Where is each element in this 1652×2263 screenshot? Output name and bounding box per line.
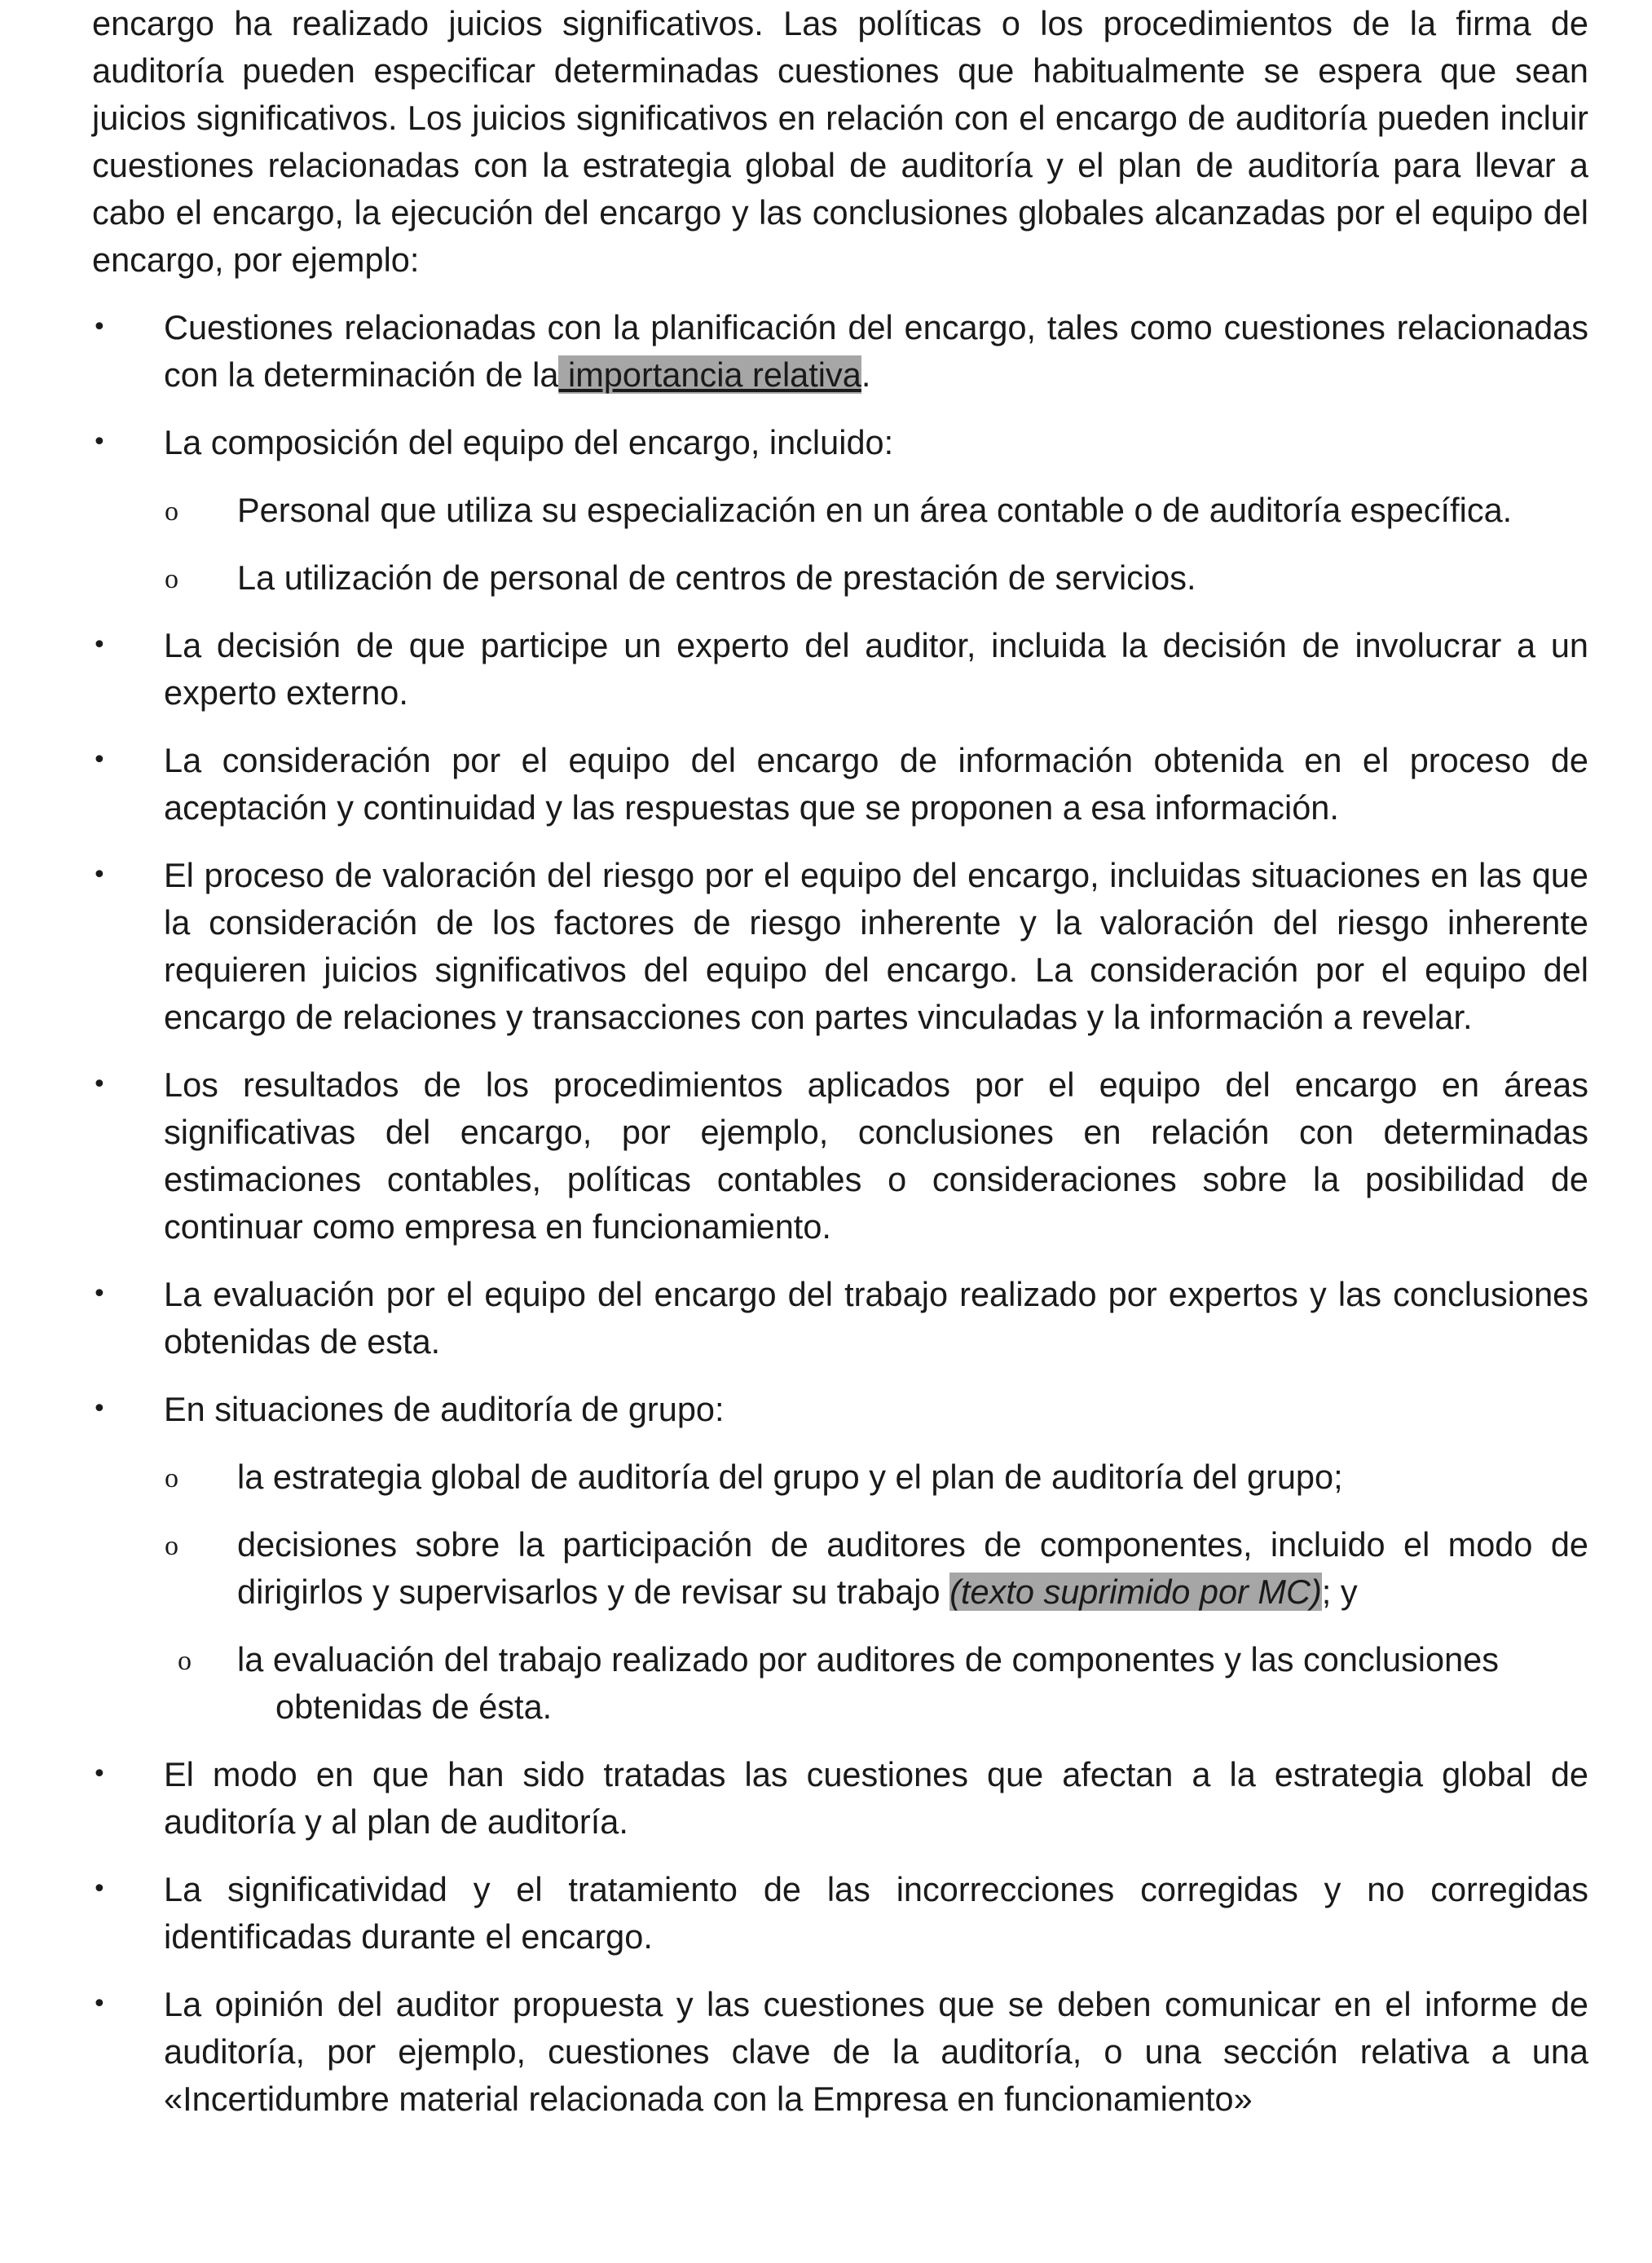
item-text: El proceso de valoración del riesgo por el equipo del encargo, incluidas situaciones en las que la consideración de los factores de riesgo inherente y la valoración del riesgo inherente requieren juicios significativos del equipo del encargo. La consideración por el equipo del encargo de relaciones y transacciones con partes vinculadas y la información a revelar. xyxy=(164,856,1588,1036)
list-item xyxy=(92,304,1588,399)
bullet-icon: • xyxy=(92,313,107,342)
suppressed-text-highlight: (texto suprimido por MC) xyxy=(949,1573,1322,1611)
item-text: Personal que utiliza su especialización en un área contable o de auditoría específica. xyxy=(237,491,1513,529)
list-item xyxy=(92,419,1588,466)
item-text: La significatividad y el tratamiento de las incorrecciones corregidas y no corregidas identificadas durante el encargo. xyxy=(164,1870,1588,1956)
sub-list-item xyxy=(92,487,1588,534)
list-item xyxy=(92,1061,1588,1251)
item-text: Los resultados de los procedimientos aplicados por el equipo del encargo en áreas significativas del encargo, por ejemplo, conclusiones en relación con determinadas estimaciones contables, políticas contables o consideraciones sobre la posibilidad de continuar como empresa en funcionamiento. xyxy=(164,1065,1588,1246)
sub-bullet-icon: o xyxy=(178,1646,192,1676)
sub-bullet-icon: o xyxy=(165,1463,178,1493)
item-text-end: ; y xyxy=(1321,1573,1358,1611)
bullet-icon: • xyxy=(92,1280,107,1308)
highlighted-term: importancia relativa xyxy=(558,355,861,394)
item-text: La composición del equipo del encargo, incluido: xyxy=(164,423,894,461)
item-text: En situaciones de auditoría de grupo: xyxy=(164,1390,725,1428)
item-text: la evaluación del trabajo realizado por auditores de componentes y las conclusiones xyxy=(237,1640,1499,1679)
sub-bullet-icon: o xyxy=(165,1531,178,1561)
sub-list-item xyxy=(92,1636,1588,1731)
bullet-icon: • xyxy=(92,746,107,774)
list-item xyxy=(92,1386,1588,1433)
item-text: la estrategia global de auditoría del grupo y el plan de auditoría del grupo; xyxy=(237,1458,1343,1496)
item-text: La opinión del auditor propuesta y las cuestiones que se deben comunicar en el informe de auditoría, por ejemplo, cuestiones clave de la auditoría, o una sección relativa a una «Incertidumbre material relacionada con la Empresa en funcionamiento» xyxy=(164,1985,1588,2118)
intro-paragraph: encargo ha realizado juicios significativos. Las políticas o los procedimientos de la firma de auditoría pueden especificar determinadas cuestiones que habitualmente se espera que sean juicios significativos. Los juicios significativos en relación con el encargo de auditoría pueden incluir cuestiones relacionadas con la estrategia global de auditoría y el plan de auditoría para llevar a cabo el encargo, la ejecución del encargo y las conclusiones globales alcanzadas por el equipo del encargo, por ejemplo: xyxy=(92,4,1588,279)
sub-bullet-icon: o xyxy=(165,496,178,527)
bullet-icon: • xyxy=(92,428,107,457)
item-text: Cuestiones relacionadas con la planificación del encargo, tales como cuestiones relacionadas con la determinación de la xyxy=(164,308,1588,394)
bullet-icon: • xyxy=(92,861,107,889)
list-item xyxy=(92,852,1588,1041)
list-item xyxy=(92,1981,1588,2123)
item-text: El modo en que han sido tratadas las cuestiones que afectan a la estrategia global de auditoría y al plan de auditoría. xyxy=(164,1755,1588,1841)
bullet-icon: • xyxy=(92,1990,107,2018)
item-text: La consideración por el equipo del encargo de información obtenida en el proceso de aceptación y continuidad y las respuestas que se proponen a esa información. xyxy=(164,741,1588,827)
list-item xyxy=(92,1866,1588,1961)
bullet-icon: • xyxy=(92,1395,107,1423)
sub-list-item xyxy=(92,1454,1588,1501)
item-text: La evaluación por el equipo del encargo del trabajo realizado por expertos y las conclusiones obtenidas de esta. xyxy=(164,1275,1588,1361)
sub-bullet-icon: o xyxy=(165,564,178,594)
item-text: La utilización de personal de centros de prestación de servicios. xyxy=(237,558,1196,597)
list-item xyxy=(92,737,1588,832)
list-item xyxy=(92,1271,1588,1365)
list-item xyxy=(92,1751,1588,1846)
bullet-icon: • xyxy=(92,1070,107,1099)
sub-list-item xyxy=(92,554,1588,602)
item-text-continuation: obtenidas de ésta. xyxy=(275,1687,553,1726)
item-text-end: . xyxy=(861,355,871,394)
sub-list-item xyxy=(92,1521,1588,1616)
item-text: La decisión de que participe un experto del auditor, incluida la decisión de involucrar a un experto externo. xyxy=(164,626,1588,712)
list-item xyxy=(92,622,1588,717)
bullet-icon: • xyxy=(92,1875,107,1903)
document-page xyxy=(92,0,1588,2123)
bullet-icon: • xyxy=(92,1760,107,1789)
item-text: decisiones sobre la participación de auditores de componentes, incluido el modo de dirigirlos y supervisarlos y de revisar su trabajo xyxy=(237,1525,1588,1611)
bullet-icon: • xyxy=(92,631,107,659)
